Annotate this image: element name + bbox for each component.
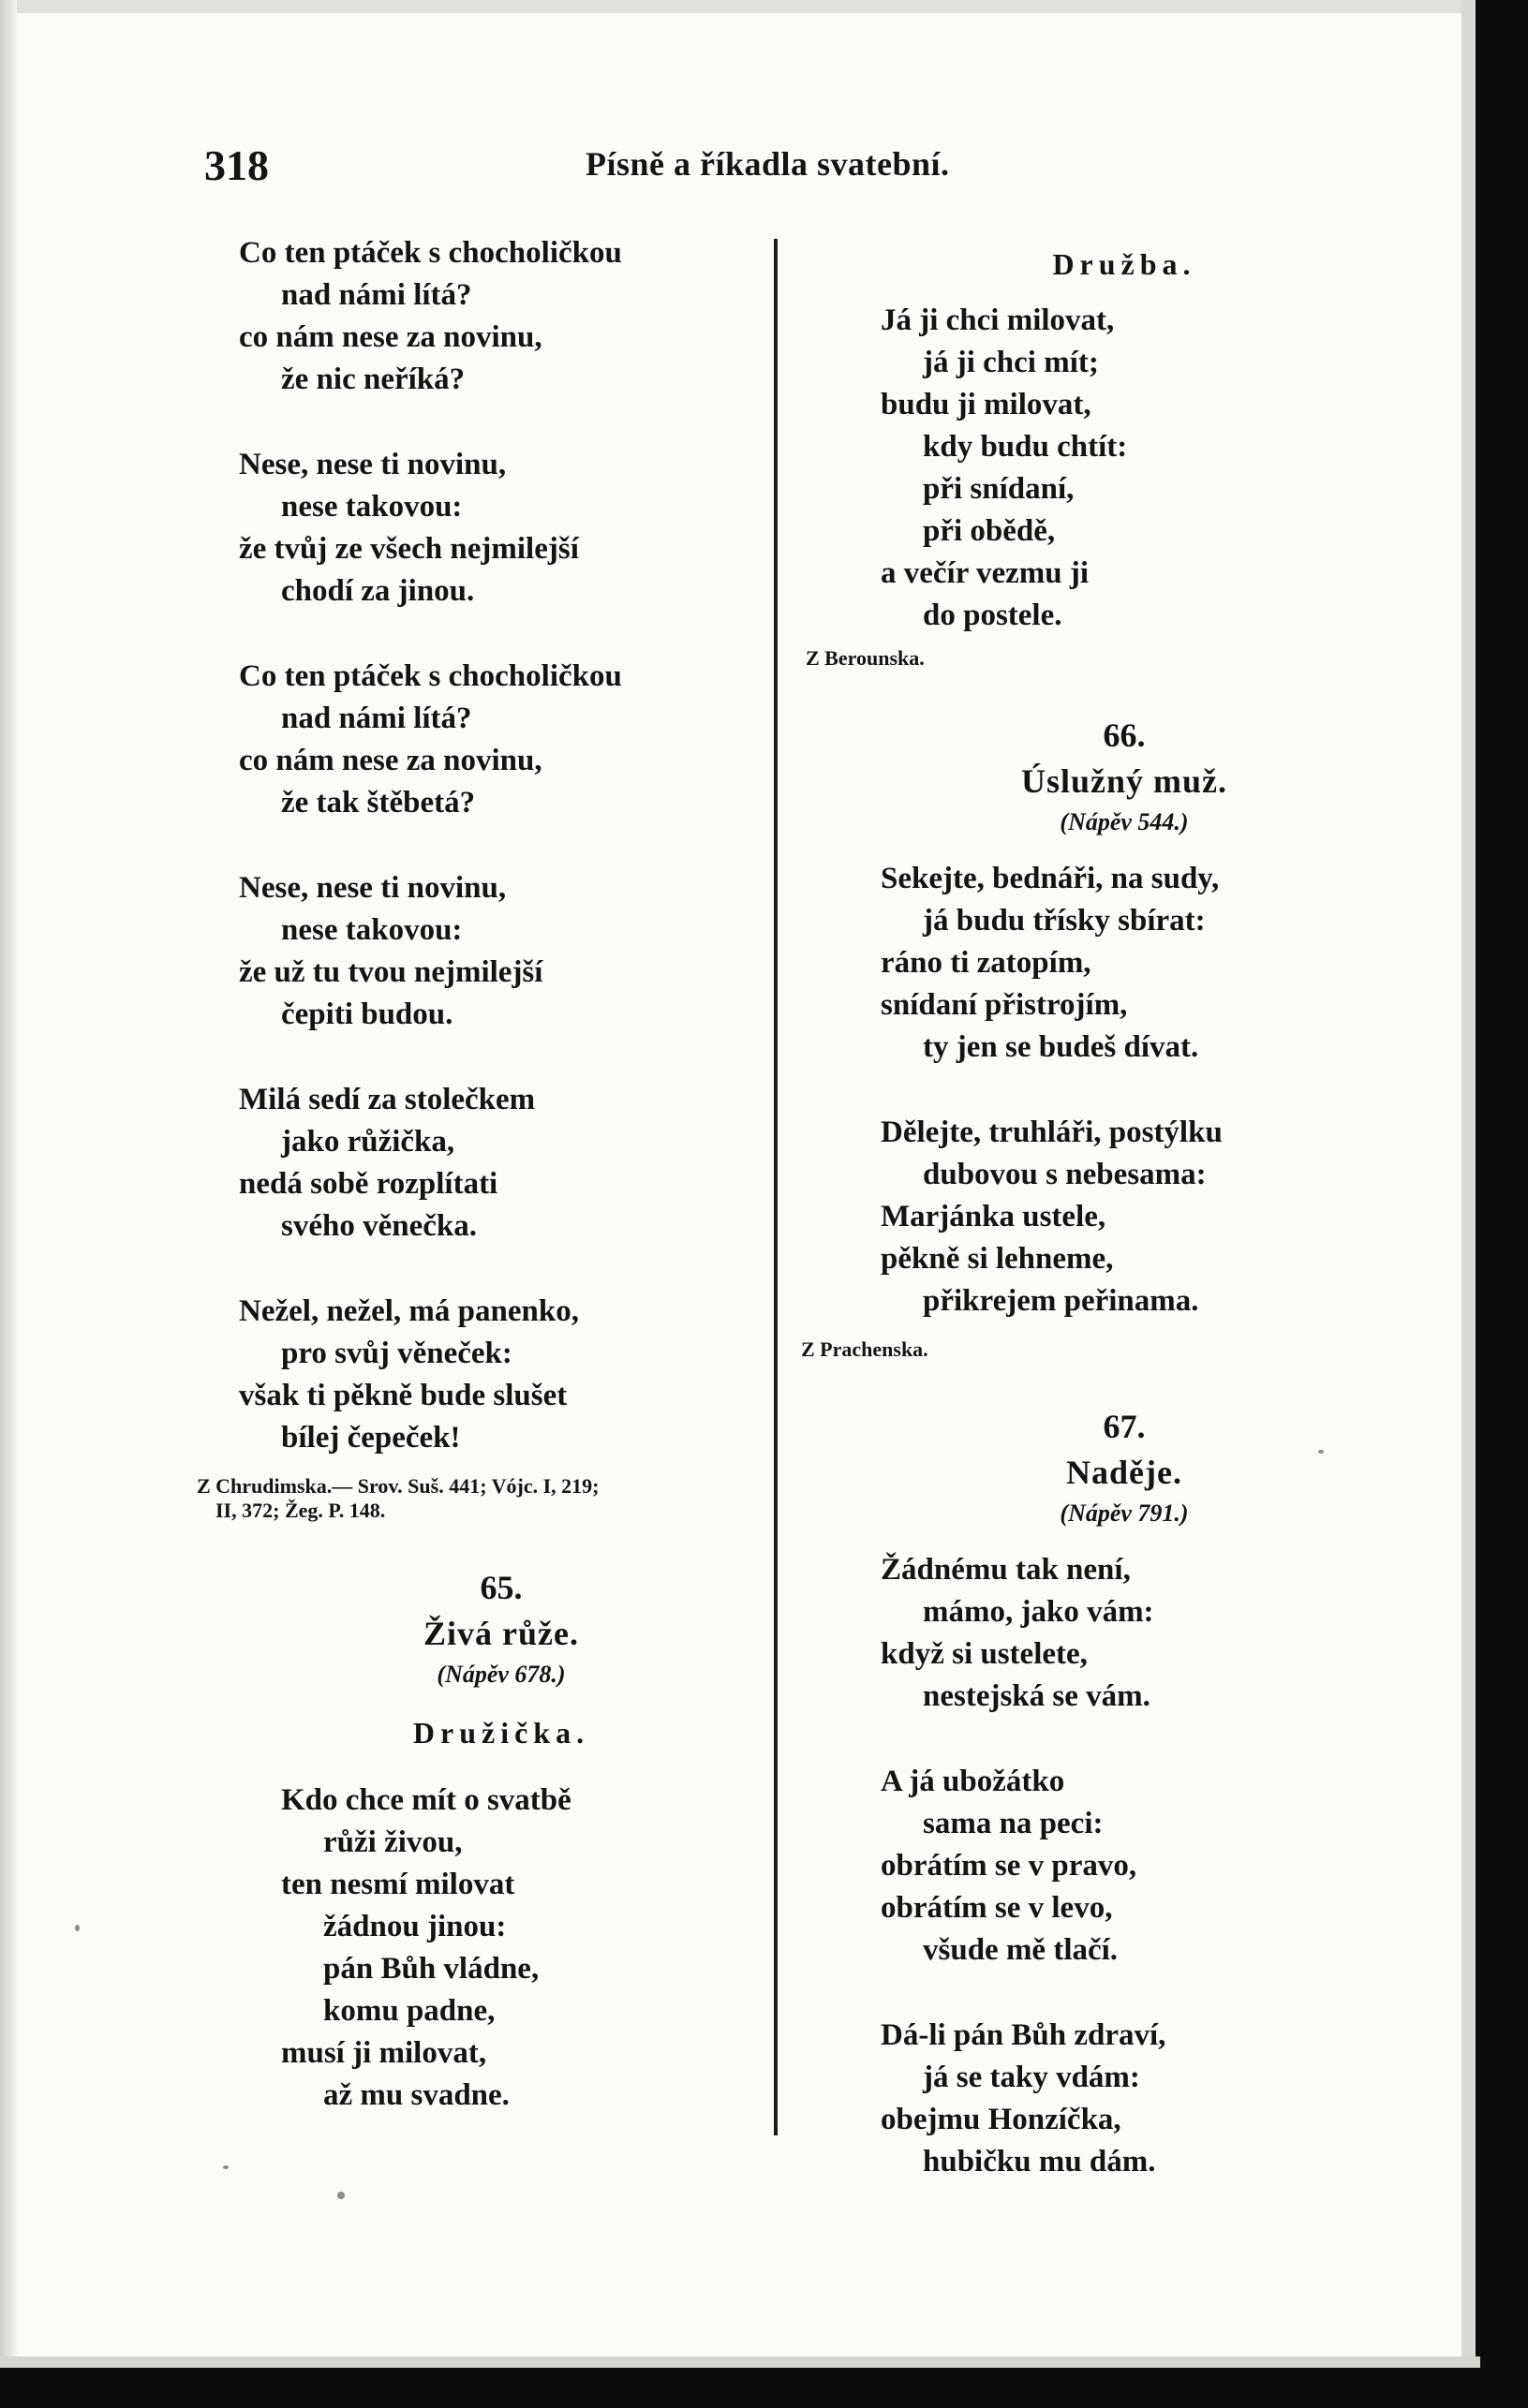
verse-line: ráno ti zatopím, [881, 946, 1091, 980]
verse-line: Nese, nese ti novinu, [239, 448, 507, 481]
verse-line: bílej čepeček! [281, 1421, 461, 1455]
song-tune: (Nápěv 544.) [1060, 808, 1189, 835]
verse-line: pěkně si lehneme, [881, 1242, 1114, 1276]
verse-line: já se taky vdám: [923, 2061, 1140, 2094]
verse-line: všude mě tlačí. [923, 1933, 1119, 1967]
verse-line: nestejská se vám. [923, 1679, 1150, 1713]
verse-line: jako růžička, [281, 1125, 455, 1159]
verse-line: Nese, nese ti novinu, [239, 871, 507, 905]
verse-line: obrátím se v pravo, [881, 1849, 1137, 1883]
stanza [881, 1549, 1368, 1718]
speaker-label: Družička. [412, 1716, 590, 1750]
stanza [881, 1112, 1368, 1322]
stanza [239, 232, 764, 401]
verse-line: komu padne, [323, 1994, 496, 2028]
verse-line: Dělejte, truhláři, postýlku [881, 1115, 1223, 1149]
verse-line: pán Bůh vládne, [323, 1952, 540, 1986]
song-title: Úslužný muž. [1020, 762, 1228, 800]
verse-line: obrátím se v levo, [881, 1891, 1113, 1925]
verse-line: však ti pěkně bude slušet [239, 1379, 568, 1412]
verse-line: A já ubožátko [881, 1765, 1065, 1798]
running-title: Písně a říkadla svatební. [586, 145, 950, 183]
verse-line: budu ji milovat, [881, 388, 1091, 421]
verse-line: hubičku mu dám. [923, 2145, 1156, 2179]
speaker-label: Družba. [1052, 247, 1196, 281]
verse-line: že nic neříká? [281, 362, 466, 396]
verse-line: Marjánka ustele, [881, 1200, 1106, 1234]
stanza [239, 867, 764, 1036]
verse-line: nese takovou: [281, 490, 463, 524]
verse-line: Sekejte, bednáři, na sudy, [881, 862, 1220, 895]
song-title: Živá růže. [423, 1615, 579, 1652]
verse-line: Milá sedí za stolečkem [239, 1083, 536, 1116]
source-reference: Z Prachenska. [801, 1337, 928, 1361]
ink-speck [337, 2192, 345, 2199]
verse-line: že už tu tvou nejmilejší [239, 955, 543, 989]
verse-line: nad námi lítá? [281, 702, 472, 735]
column-divider [774, 239, 778, 2135]
verse-line: růži živou, [323, 1825, 463, 1859]
stanza [239, 1780, 764, 2117]
stanza [881, 1761, 1368, 1972]
song-title: Naděje. [1066, 1454, 1182, 1491]
verse-line: při snídaní, [923, 472, 1075, 506]
verse-line: ten nesmí milovat [281, 1868, 515, 1901]
verse-line: já budu třísky sbírat: [923, 904, 1206, 938]
verse-line: a večír vezmu ji [881, 556, 1090, 590]
verse-line: při obědě, [923, 514, 1056, 548]
song-66 [801, 712, 1368, 1362]
verse-line: pro svůj věneček: [281, 1337, 512, 1370]
stanza [881, 300, 1368, 637]
page-top-edge [0, 0, 1528, 13]
scan-border-bottom [0, 2368, 1528, 2408]
verse-line: Dá-li pán Bůh zdraví, [881, 2018, 1166, 2052]
verse-line: obejmu Honzíčka, [881, 2103, 1121, 2136]
verse-line: přikrejem peřinama. [923, 1284, 1199, 1318]
verse-line: já ji chci mít; [923, 346, 1099, 379]
source-reference [197, 1474, 764, 1523]
source-line: II, 372; Žeg. P. 148. [215, 1499, 386, 1522]
verse-line: Nežel, nežel, má panenko, [239, 1294, 579, 1328]
ink-speck [75, 1925, 80, 1931]
song-tune: (Nápěv 678.) [437, 1661, 566, 1688]
verse-line: snídaní přistrojím, [881, 988, 1128, 1022]
stanza [239, 1291, 764, 1459]
right-column [801, 242, 1368, 2226]
page-number: 318 [204, 141, 269, 189]
verse-line: nese takovou: [281, 913, 463, 947]
source-line: Z Chrudimska.— Srov. Suš. 441; Vójc. I, 219; [197, 1474, 600, 1498]
verse-line: že tvůj ze všech nejmilejší [239, 532, 579, 566]
song-number: 65. [480, 1569, 523, 1606]
verse-line: chodí za jinou. [281, 574, 475, 608]
verse-line: svého věnečka. [281, 1209, 477, 1243]
scan-border-right [1476, 0, 1528, 2408]
verse-line: Co ten ptáček s chocholičkou [239, 659, 622, 693]
verse-line: Kdo chce mít o svatbě [281, 1783, 571, 1817]
song-65 [239, 1564, 764, 2117]
verse-line: až mu svadne. [323, 2078, 510, 2112]
verse-line: když si ustelete, [881, 1637, 1088, 1671]
song-number: 67. [1103, 1408, 1146, 1445]
song-tune: (Nápěv 791.) [1060, 1499, 1189, 1527]
verse-line: musí ji milovat, [281, 2036, 487, 2070]
verse-line: sama na peci: [923, 1807, 1104, 1840]
verse-line: nad námi lítá? [281, 278, 472, 312]
stanza [881, 2015, 1368, 2183]
verse-line: kdy budu chtít: [923, 430, 1128, 464]
stanza [239, 1079, 764, 1248]
verse-line: žádnou jinou: [323, 1910, 507, 1943]
source-reference: Z Berounska. [806, 646, 925, 670]
page-right-shadow [1461, 0, 1476, 2408]
verse-line: že tak štěbetá? [281, 786, 476, 820]
verse-line: dubovou s nebesama: [923, 1158, 1207, 1191]
ink-speck [223, 2165, 229, 2169]
verse-line: nedá sobě rozplítati [239, 1167, 498, 1201]
verse-line: ty jen se budeš dívat. [923, 1030, 1199, 1064]
verse-line: čepiti budou. [281, 997, 453, 1031]
page-left-edge [0, 0, 17, 2408]
stanza [881, 858, 1368, 1069]
verse-line: do postele. [923, 598, 1062, 632]
song-67 [881, 1403, 1368, 2183]
stanza [239, 444, 764, 613]
left-column [197, 232, 764, 2160]
verse-line: Žádnému tak není, [881, 1553, 1131, 1587]
verse-line: co nám nese za novinu, [239, 320, 542, 354]
song-number: 66. [1103, 716, 1146, 754]
verse-line: mámo, jako vám: [923, 1595, 1154, 1629]
stanza [239, 656, 764, 824]
verse-line: co nám nese za novinu, [239, 744, 542, 777]
ink-speck [1318, 1450, 1324, 1454]
verse-line: Co ten ptáček s chocholičkou [239, 236, 622, 270]
verse-line: Já ji chci milovat, [881, 303, 1115, 337]
page-header [0, 140, 1461, 197]
